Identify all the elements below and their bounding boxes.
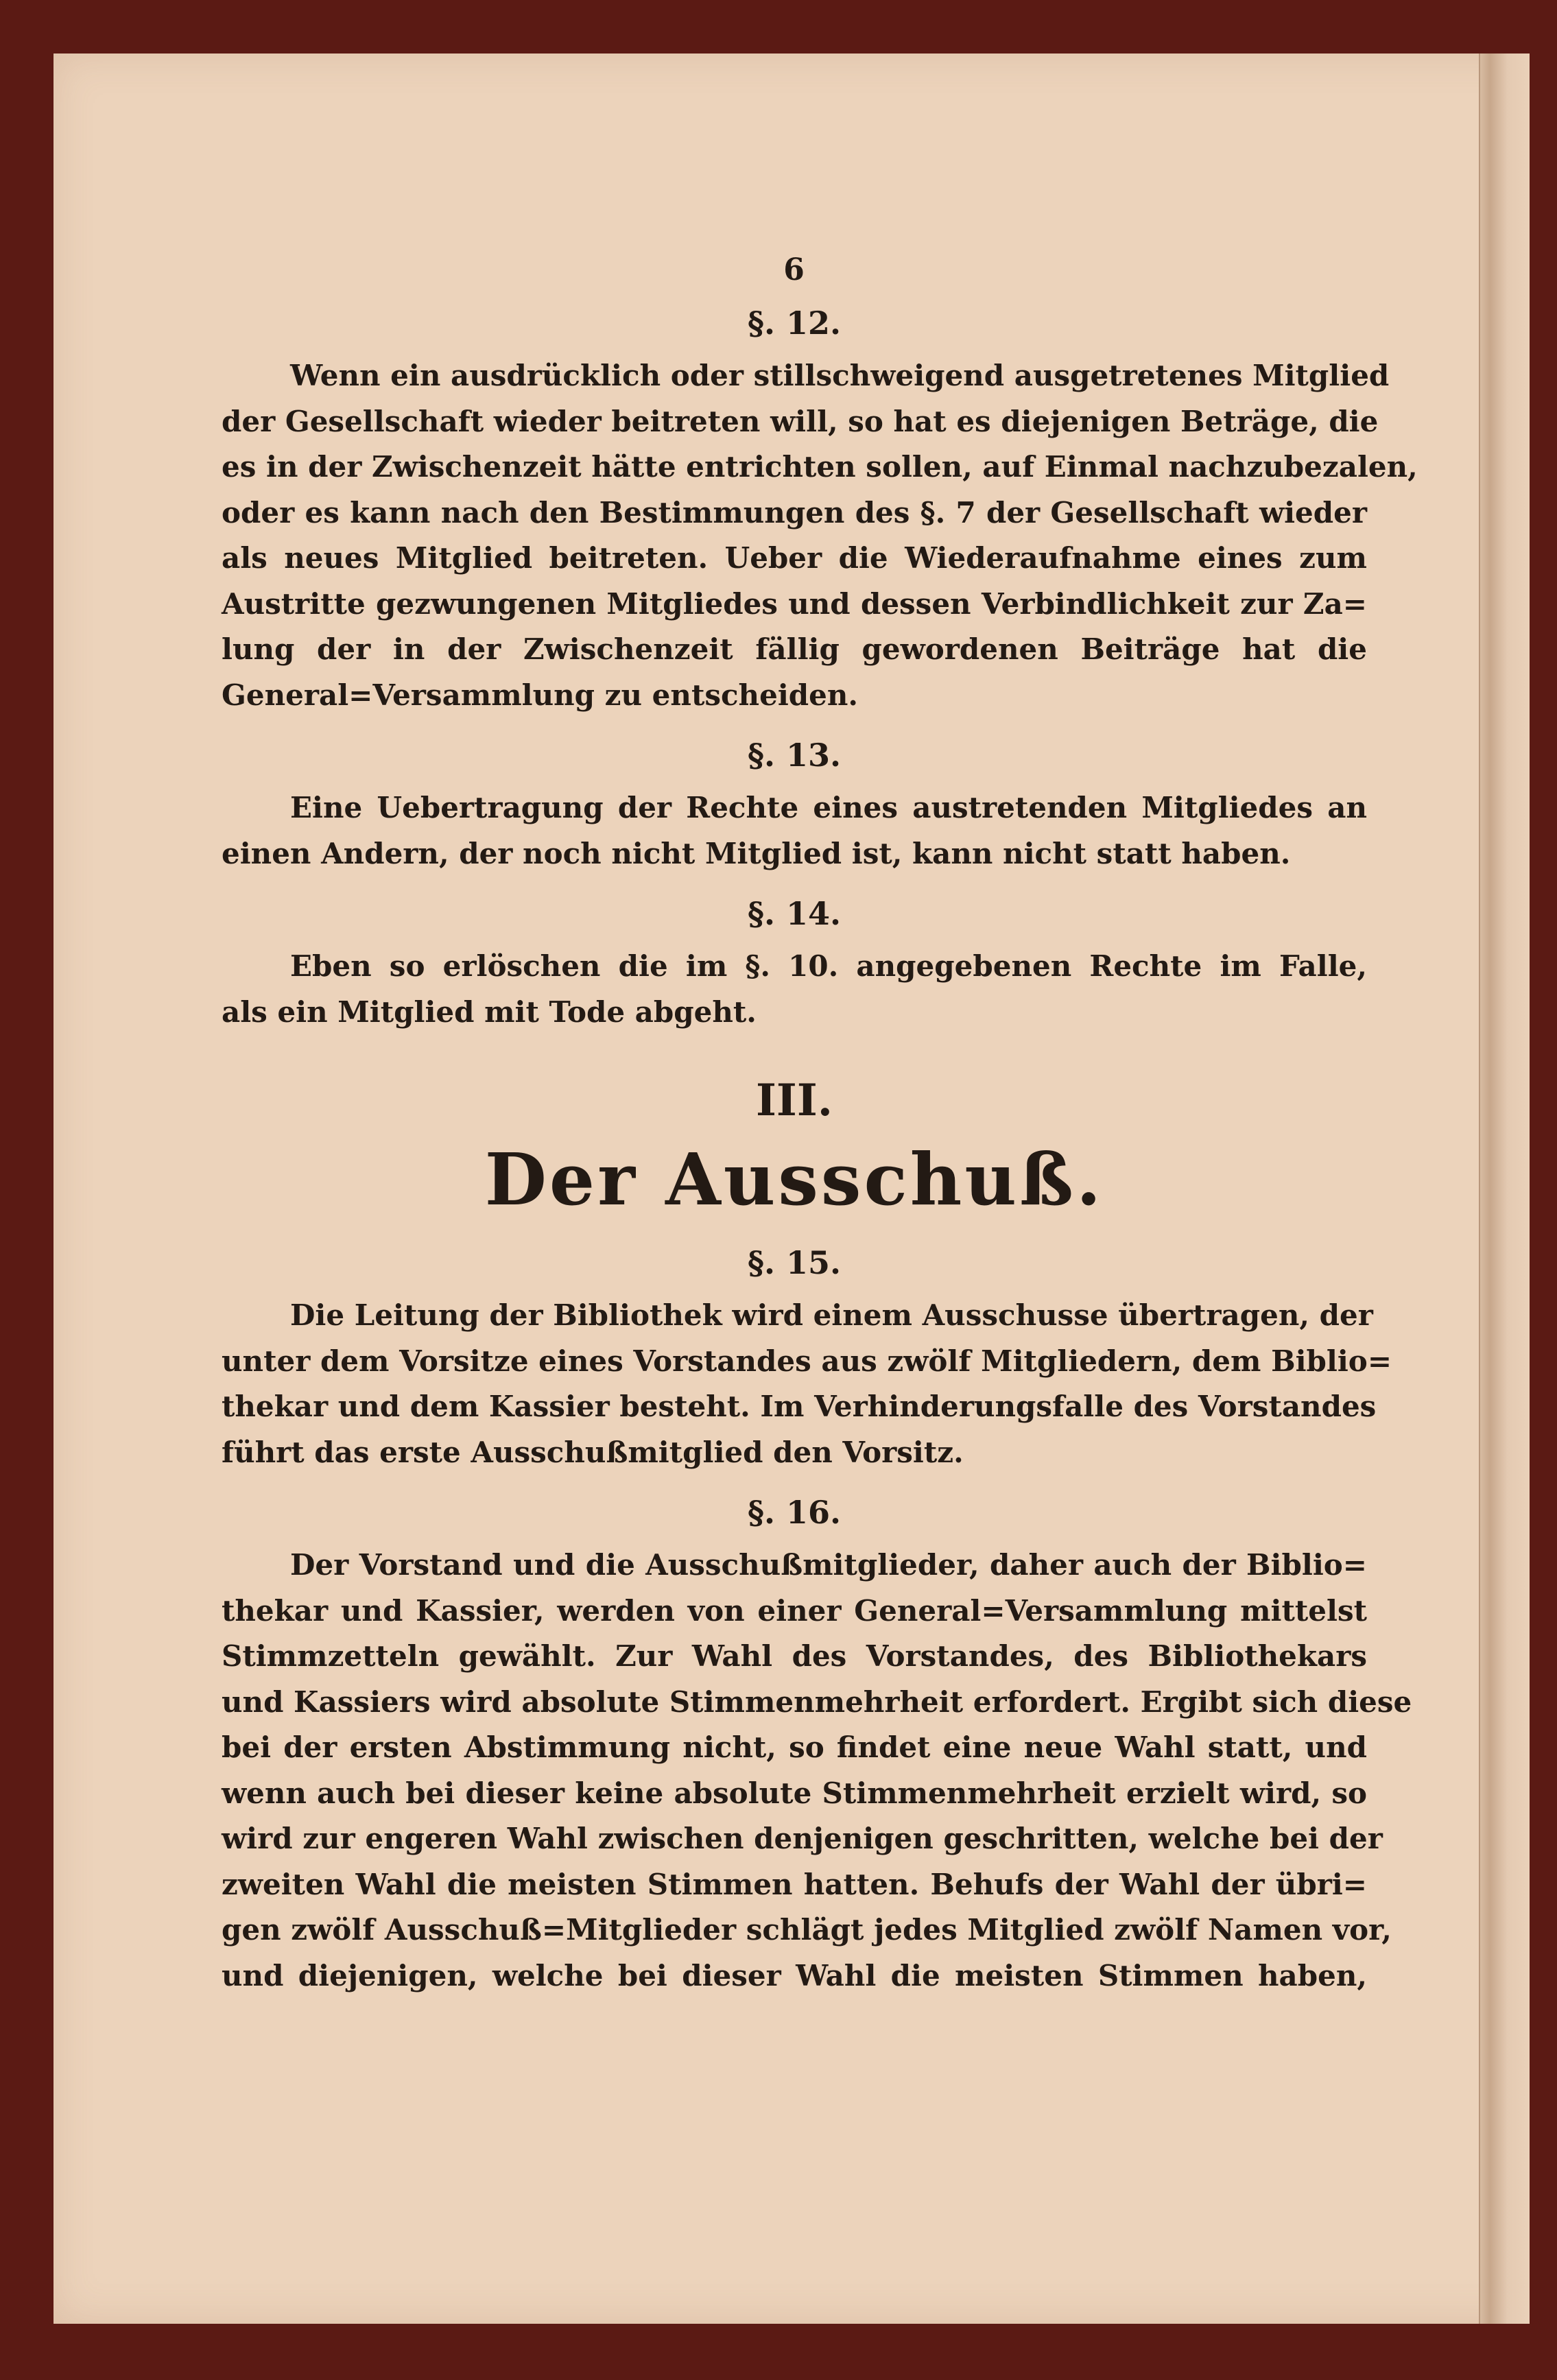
text-line: Die Leitung der Bibliothek wird einem Ausschusse übertragen, der: [290, 1298, 1373, 1332]
text-line: unter dem Vorsitze eines Vorstandes aus zwölf Mitgliedern, dem Biblio=: [222, 1344, 1392, 1378]
paragraph-15: [222, 1293, 1392, 1475]
text-line: als ein Mitglied mit Tode abgeht.: [222, 995, 757, 1029]
text-line: Der Vorstand und die Ausschußmitglieder, daher auch der Biblio=: [290, 1548, 1367, 1582]
text-line: wenn auch bei dieser keine absolute Stimmenmehrheit erzielt wird, so: [222, 1776, 1367, 1810]
chapter-number: III.: [755, 1075, 833, 1126]
paragraph-16: [222, 1543, 1412, 1999]
text-line: führt das erste Ausschußmitglied den Vorsitz.: [222, 1435, 964, 1469]
text-line: und diejenigen, welche bei dieser Wahl die meisten Stimmen haben,: [222, 1958, 1367, 1992]
text-line: oder es kann nach den Bestimmungen des §. 7 der Gesellschaft wieder: [222, 495, 1367, 529]
section-heading-16: §. 16.: [747, 1494, 842, 1531]
text-line: wird zur engeren Wahl zwischen denjenigen geschritten, welche bei der: [222, 1822, 1383, 1855]
paragraph-14: [222, 944, 1367, 1035]
text-line: zweiten Wahl die meisten Stimmen hatten. Behufs der Wahl der übri=: [222, 1867, 1367, 1901]
text-line: einen Andern, der noch nicht Mitglied ist, kann nicht statt haben.: [222, 836, 1291, 870]
chapter-title: Der Ausschuß.: [484, 1137, 1104, 1222]
text-line: und Kassiers wird absolute Stimmenmehrheit erfordert. Ergibt sich diese: [222, 1685, 1412, 1719]
section-heading-15: §. 15.: [747, 1244, 842, 1281]
text-line: Eben so erlöschen die im §. 10. angegebenen Rechte im Falle,: [290, 949, 1367, 983]
book-page: [54, 53, 1528, 2324]
text-line: lung der in der Zwischenzeit fällig gewordenen Beiträge hat die: [222, 632, 1367, 666]
text-line: thekar und Kassier, werden von einer General=Versammlung mittelst: [222, 1593, 1367, 1628]
section-heading-12: §. 12.: [747, 305, 842, 342]
text-line: als neues Mitglied beitreten. Ueber die Wiederaufnahme eines zum: [222, 541, 1367, 575]
paragraph-13: [222, 785, 1367, 877]
text-line: Wenn ein ausdrücklich oder stillschweigend ausgetretenes Mitglied: [290, 359, 1390, 392]
text-line: der Gesellschaft wieder beitreten will, so hat es diejenigen Beträge, die: [222, 404, 1379, 438]
text-line: bei der ersten Abstimmung nicht, so findet eine neue Wahl statt, und: [222, 1730, 1367, 1764]
section-heading-13: §. 13.: [747, 737, 842, 774]
page-number: 6: [783, 252, 805, 287]
text-line: General=Versammlung zu entscheiden.: [222, 678, 859, 712]
page-text: [222, 177, 1418, 2008]
paragraph-12: [222, 353, 1418, 718]
text-line: Austritte gezwungenen Mitgliedes und dessen Verbindlichkeit zur Za=: [222, 586, 1367, 621]
section-heading-14: §. 14.: [747, 895, 842, 932]
text-line: Stimmzetteln gewählt. Zur Wahl des Vorstandes, des Bibliothekars: [222, 1639, 1367, 1673]
text-line: es in der Zwischenzeit hätte entrichten sollen, auf Einmal nachzubezalen,: [222, 450, 1418, 484]
text-line: Eine Uebertragung der Rechte eines austretenden Mitgliedes an: [290, 791, 1367, 824]
text-line: thekar und dem Kassier besteht. Im Verhinderungsfalle des Vorstandes: [222, 1390, 1377, 1423]
facing-page-edge: [1479, 53, 1530, 2324]
text-line: gen zwölf Ausschuß=Mitglieder schlägt jedes Mitglied zwölf Namen vor,: [222, 1913, 1392, 1947]
